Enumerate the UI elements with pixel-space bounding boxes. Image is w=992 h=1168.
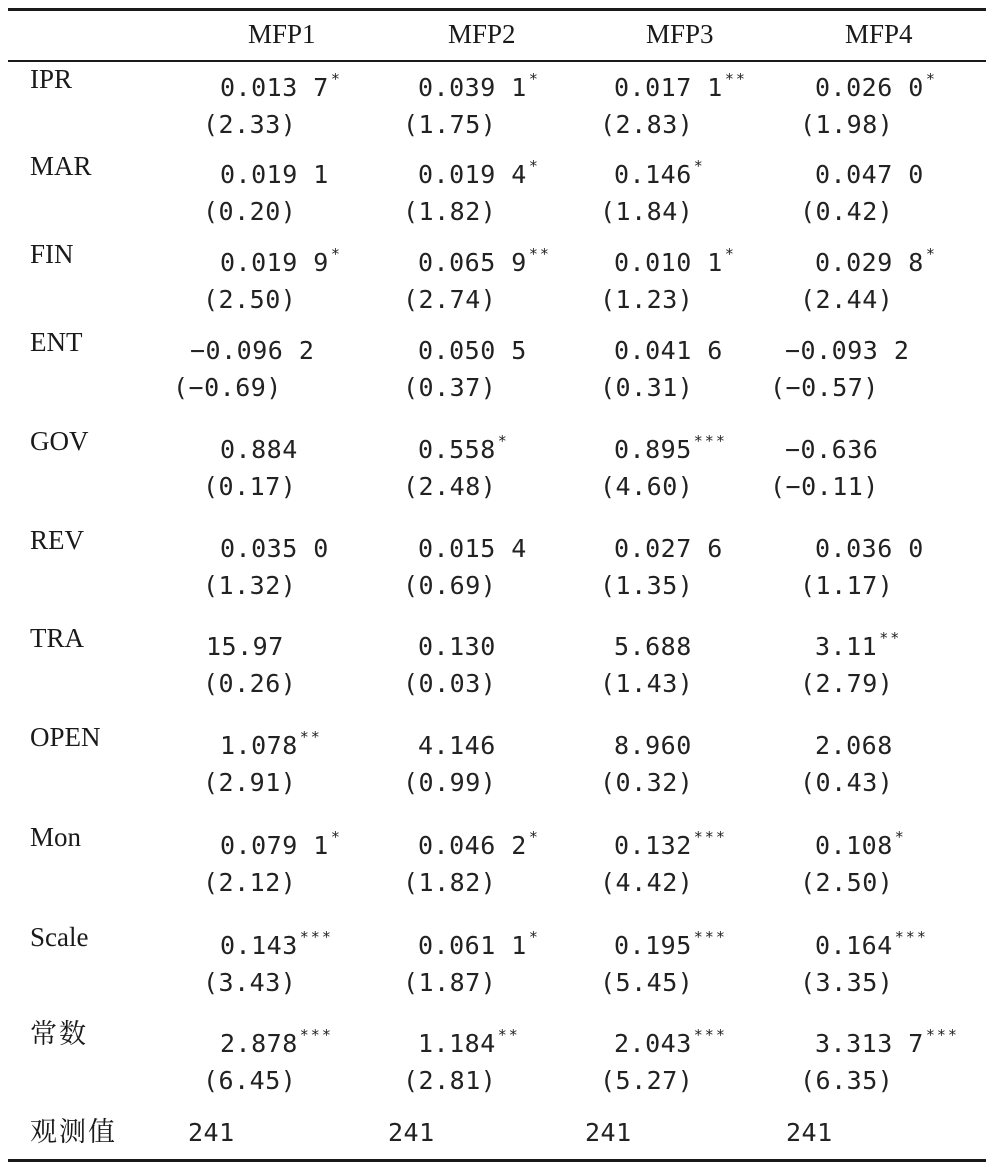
coefficient-value: 0.019 9	[220, 248, 329, 277]
t-statistic-cell: (0.99)	[403, 768, 497, 797]
coefficient-cell	[220, 820, 342, 863]
coefficient-cell	[220, 62, 342, 105]
coefficient-cell	[418, 424, 509, 467]
t-statistic-cell: (2.48)	[403, 472, 497, 501]
coefficient-value: 15.97	[206, 632, 284, 661]
coefficient-cell	[614, 325, 725, 368]
coefficient-value: 0.041 6	[614, 336, 723, 365]
t-statistic-cell: (2.12)	[203, 868, 297, 897]
coefficient-cell	[418, 62, 540, 105]
coefficient-cell	[614, 62, 747, 105]
row-label: TRA	[30, 623, 84, 653]
t-statistic-cell: (1.35)	[600, 571, 694, 600]
t-statistic-cell: (2.79)	[800, 669, 894, 698]
t-statistic-cell: (6.45)	[203, 1066, 297, 1095]
t-statistic-cell: (−0.69)	[173, 373, 282, 402]
t-statistic-cell: (1.98)	[800, 110, 894, 139]
coefficient-cell	[815, 820, 906, 863]
coefficient-cell	[614, 523, 725, 566]
t-statistic-cell: (5.45)	[600, 968, 694, 997]
coefficient-cell	[418, 325, 529, 368]
coefficient-value: 0.046 2	[418, 831, 527, 860]
coefficient-value: 0.079 1	[220, 831, 329, 860]
significance-stars: ***	[299, 928, 333, 946]
row-label: GOV	[30, 426, 89, 456]
coefficient-cell	[220, 920, 333, 963]
coefficient-cell	[614, 424, 727, 467]
observations-value: 241	[188, 1118, 235, 1147]
t-statistic-cell: (2.44)	[800, 285, 894, 314]
t-statistic-cell: (4.42)	[600, 868, 694, 897]
coefficient-cell	[614, 237, 736, 280]
significance-stars: *	[925, 70, 937, 88]
t-statistic-cell: (0.43)	[800, 768, 894, 797]
coefficient-value: 0.884	[220, 435, 298, 464]
significance-stars: ***	[693, 928, 727, 946]
t-statistic-cell: (1.84)	[600, 197, 694, 226]
coefficient-cell	[220, 237, 342, 280]
coefficient-value: −0.636	[785, 435, 879, 464]
observations-value: 241	[585, 1118, 632, 1147]
t-statistic-cell: (0.03)	[403, 669, 497, 698]
row-label: ENT	[30, 327, 83, 357]
t-statistic-cell: (1.17)	[800, 571, 894, 600]
row-label: IPR	[30, 64, 73, 94]
significance-stars: *	[724, 245, 736, 263]
coefficient-value: 0.026 0	[815, 73, 924, 102]
t-statistic-cell: (1.87)	[403, 968, 497, 997]
t-statistic-cell: (2.83)	[600, 110, 694, 139]
observations-label: 观测值	[30, 1117, 117, 1148]
table-bottom-rule	[8, 1159, 986, 1162]
coefficient-cell	[785, 424, 880, 467]
significance-stars: *	[528, 928, 540, 946]
coefficient-cell	[418, 820, 540, 863]
observations-value: 241	[786, 1118, 833, 1147]
significance-stars: *	[925, 245, 937, 263]
significance-stars: ***	[894, 928, 928, 946]
coefficient-cell	[418, 149, 540, 192]
coefficient-cell	[220, 424, 300, 467]
row-label: 常数	[30, 1019, 88, 1050]
significance-stars: *	[497, 432, 509, 450]
t-statistic-cell: (2.74)	[403, 285, 497, 314]
significance-stars: ***	[693, 432, 727, 450]
coefficient-value: 0.195	[614, 931, 692, 960]
coefficient-cell	[220, 523, 331, 566]
significance-stars: *	[528, 828, 540, 846]
row-label: Mon	[30, 822, 82, 852]
coefficient-cell	[190, 325, 316, 368]
column-header-mfp4: MFP4	[845, 19, 913, 49]
t-statistic-cell: (2.50)	[203, 285, 297, 314]
t-statistic-cell: (3.35)	[800, 968, 894, 997]
coefficient-cell	[815, 62, 937, 105]
row-label: MAR	[30, 151, 92, 181]
row-label: FIN	[30, 239, 74, 269]
significance-stars: **	[724, 70, 747, 88]
t-statistic-cell: (0.26)	[203, 669, 297, 698]
coefficient-value: 2.043	[614, 1029, 692, 1058]
t-statistic-cell: (2.81)	[403, 1066, 497, 1095]
column-header-mfp2: MFP2	[448, 19, 516, 49]
coefficient-cell	[418, 920, 540, 963]
coefficient-value: 1.078	[220, 731, 298, 760]
coefficient-cell	[614, 621, 694, 664]
coefficient-value: 0.019 4	[418, 160, 527, 189]
significance-stars: *	[330, 70, 342, 88]
significance-stars: ***	[693, 1026, 727, 1044]
coefficient-cell	[785, 325, 911, 368]
coefficient-value: −0.096 2	[190, 336, 315, 365]
t-statistic-cell: (0.42)	[800, 197, 894, 226]
coefficient-value: 0.108	[815, 831, 893, 860]
coefficient-cell	[220, 1018, 333, 1061]
coefficient-value: 0.013 7	[220, 73, 329, 102]
coefficient-value: 0.050 5	[418, 336, 527, 365]
coefficient-cell	[614, 720, 694, 763]
coefficient-value: 2.068	[815, 731, 893, 760]
coefficient-cell	[206, 621, 286, 664]
coefficient-value: 0.039 1	[418, 73, 527, 102]
t-statistic-cell: (0.37)	[403, 373, 497, 402]
t-statistic-cell: (0.32)	[600, 768, 694, 797]
significance-stars: **	[299, 728, 322, 746]
t-statistic-cell: (2.33)	[203, 110, 297, 139]
t-statistic-cell: (0.31)	[600, 373, 694, 402]
coefficient-cell	[220, 720, 322, 763]
t-statistic-cell: (0.20)	[203, 197, 297, 226]
significance-stars: *	[693, 157, 705, 175]
coefficient-value: 0.047 0	[815, 160, 924, 189]
significance-stars: **	[879, 629, 902, 647]
coefficient-cell	[418, 1018, 520, 1061]
coefficient-value: 0.895	[614, 435, 692, 464]
coefficient-value: 0.029 8	[815, 248, 924, 277]
t-statistic-cell: (2.50)	[800, 868, 894, 897]
coefficient-value: 0.065 9	[418, 248, 527, 277]
t-statistic-cell: (5.27)	[600, 1066, 694, 1095]
t-statistic-cell: (0.17)	[203, 472, 297, 501]
coefficient-cell	[815, 149, 926, 192]
t-statistic-cell: (1.82)	[403, 868, 497, 897]
coefficient-cell	[418, 621, 498, 664]
coefficient-value: 0.146	[614, 160, 692, 189]
significance-stars: *	[330, 828, 342, 846]
coefficient-value: 8.960	[614, 731, 692, 760]
coefficient-cell	[614, 149, 705, 192]
coefficient-cell	[614, 1018, 727, 1061]
coefficient-value: 0.130	[418, 632, 496, 661]
coefficient-value: 3.313 7	[815, 1029, 924, 1058]
table-top-rule	[8, 8, 986, 11]
coefficient-cell	[815, 621, 901, 664]
coefficient-cell	[815, 920, 928, 963]
t-statistic-cell: (3.43)	[203, 968, 297, 997]
observations-value: 241	[388, 1118, 435, 1147]
coefficient-value: 0.027 6	[614, 534, 723, 563]
t-statistic-cell: (−0.57)	[770, 373, 879, 402]
coefficient-value: 0.061 1	[418, 931, 527, 960]
coefficient-cell	[418, 523, 529, 566]
coefficient-value: 0.164	[815, 931, 893, 960]
coefficient-cell	[815, 720, 895, 763]
coefficient-value: 0.558	[418, 435, 496, 464]
coefficient-value: 0.010 1	[614, 248, 723, 277]
significance-stars: *	[528, 157, 540, 175]
t-statistic-cell: (−0.11)	[770, 472, 879, 501]
significance-stars: ***	[693, 828, 727, 846]
t-statistic-cell: (2.91)	[203, 768, 297, 797]
t-statistic-cell: (0.69)	[403, 571, 497, 600]
row-label: Scale	[30, 922, 89, 952]
coefficient-value: 0.036 0	[815, 534, 924, 563]
significance-stars: *	[528, 70, 540, 88]
t-statistic-cell: (4.60)	[600, 472, 694, 501]
coefficient-value: 0.143	[220, 931, 298, 960]
coefficient-value: 0.017 1	[614, 73, 723, 102]
coefficient-value: −0.093 2	[785, 336, 910, 365]
coefficient-value: 2.878	[220, 1029, 298, 1058]
coefficient-cell	[815, 237, 937, 280]
coefficient-cell	[815, 1018, 959, 1061]
significance-stars: *	[330, 245, 342, 263]
significance-stars: **	[528, 245, 551, 263]
t-statistic-cell: (6.35)	[800, 1066, 894, 1095]
row-label: REV	[30, 525, 84, 555]
t-statistic-cell: (1.32)	[203, 571, 297, 600]
significance-stars: **	[497, 1026, 520, 1044]
coefficient-cell	[220, 149, 331, 192]
significance-stars: ***	[299, 1026, 333, 1044]
row-label: OPEN	[30, 722, 101, 752]
coefficient-value: 0.019 1	[220, 160, 329, 189]
coefficient-cell	[418, 237, 551, 280]
coefficient-cell	[418, 720, 498, 763]
coefficient-cell	[614, 920, 727, 963]
coefficient-value: 0.132	[614, 831, 692, 860]
coefficient-cell	[815, 523, 926, 566]
column-header-mfp3: MFP3	[646, 19, 714, 49]
coefficient-value: 0.035 0	[220, 534, 329, 563]
coefficient-value: 4.146	[418, 731, 496, 760]
significance-stars: ***	[925, 1026, 959, 1044]
t-statistic-cell: (1.82)	[403, 197, 497, 226]
t-statistic-cell: (1.75)	[403, 110, 497, 139]
coefficient-value: 1.184	[418, 1029, 496, 1058]
coefficient-cell	[614, 820, 727, 863]
significance-stars: *	[894, 828, 906, 846]
t-statistic-cell: (1.23)	[600, 285, 694, 314]
coefficient-value: 5.688	[614, 632, 692, 661]
t-statistic-cell: (1.43)	[600, 669, 694, 698]
coefficient-value: 0.015 4	[418, 534, 527, 563]
coefficient-value: 3.11	[815, 632, 878, 661]
column-header-mfp1: MFP1	[248, 19, 316, 49]
